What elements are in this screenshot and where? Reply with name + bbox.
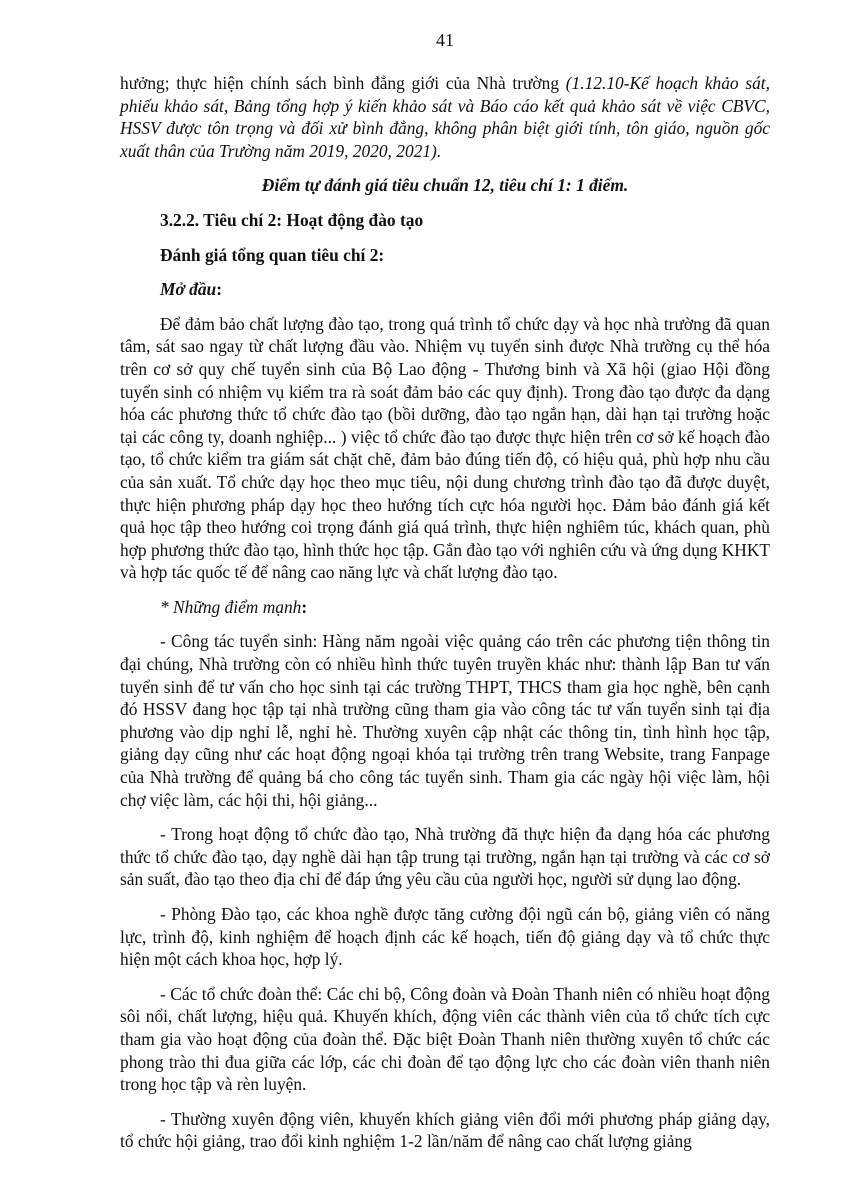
strength-item-organizations: - Các tổ chức đoàn thể: Các chi bộ, Công đoàn và Đoàn Thanh niên có nhiều hoạt động sôi nổi, chất lượng, hiệu quả. Khuyến khích, động viên các thành viên của tổ chức tích cực tham gia vào hoạt động của đoàn thể. Đặc biệt Đoàn Thanh niên thường xuyên tổ chức các phong trào thi đua giữa các lớp, các chi đoàn để tạo động lực cho các đoàn viên thanh niên trong học tập và rèn luyện.	[120, 983, 770, 1095]
strengths-label: * Những điểm mạnh	[160, 596, 302, 617]
continuation-paragraph	[120, 72, 770, 162]
strength-item-training-methods: - Trong hoạt động tổ chức đào tạo, Nhà trường đã thực hiện đa dạng hóa các phương thức tổ chức đào tạo, dạy nghề dài hạn tập trung tại trường, ngắn hạn tại trường và các cơ sở sản suất, đào tạo theo địa chỉ để đáp ứng yêu cầu của người học, người sử dụng lao động.	[120, 824, 770, 890]
strength-item-staffing: - Phòng Đào tạo, các khoa nghề được tăng cường đội ngũ cán bộ, giảng viên có năng lực, trình độ, kinh nghiệm để hoạch định các kế hoạch, tiến độ giảng dạy và tổ chức thực hiện một cách khoa học, hợp lý.	[120, 904, 770, 970]
page-content	[120, 72, 770, 1153]
document-page	[120, 0, 770, 1200]
intro-label: Mở đầu	[160, 279, 217, 300]
continuation-text: hưởng; thực hiện chính sách bình đẳng giới của Nhà trường	[120, 73, 566, 93]
strength-item-recruitment: - Công tác tuyển sinh: Hàng năm ngoài việc quảng cáo trên các phương tiện thông tin đại chúng, Nhà trường còn có nhiều hình thức tuyên truyền khác như: thành lập Ban tư vấn tuyển sinh để tư vấn cho học sinh tại các trường THPT, THCS tham gia học nghề, bên cạnh đó HSSV đang học tập tại nhà trường cũng tham gia vào công tác tư vấn tuyển sinh tại địa phương vào dịp nghỉ lễ, nghỉ hè. Thường xuyên cập nhật các thông tin, tình hình học tập, giảng dạy cũng như các hoạt động ngoại khóa tại trường trên trang Website, trang Fanpage của Nhà trường để quảng bá cho công tác tuyển sinh. Tham gia các ngày hội việc làm, hội chợ việc làm, các hội thi, hội giảng...	[120, 631, 770, 810]
intro-colon: :	[216, 279, 223, 300]
evidence-reference: (1.12.10-Kế hoạch khảo sát, phiếu khảo sát, Bảng tổng hợp ý kiến khảo sát và Báo cáo kết quả khảo sát về việc CBVC, HSSV được tôn trọng và đối xử bình đẳng, không phân biệt giới tính, tôn giáo, nguồn gốc xuất thân của Trường năm 2019, 2020, 2021).	[120, 73, 770, 161]
overview-heading: Đánh giá tổng quan tiêu chí 2:	[160, 244, 385, 265]
strength-item-teaching-innovation: - Thường xuyên động viên, khuyến khích giảng viên đổi mới phương pháp giảng dạy, tổ chức hội giảng, trao đổi kinh nghiệm 1-2 lần/năm để nâng cao chất lượng giảng	[120, 1108, 770, 1152]
page-number: 41	[436, 30, 454, 50]
score-line: Điểm tự đánh giá tiêu chuẩn 12, tiêu chí 1: 1 điểm.	[261, 175, 629, 196]
strengths-colon: :	[301, 596, 308, 617]
intro-heading	[120, 278, 770, 301]
strengths-heading	[120, 596, 770, 619]
section-heading: 3.2.2. Tiêu chí 2: Hoạt động đào tạo	[160, 209, 424, 230]
intro-paragraph: Để đảm bảo chất lượng đào tạo, trong quá trình tổ chức dạy và học nhà trường đã quan tâm, sát sao ngay từ chất lượng đầu vào. Nhiệm vụ tuyển sinh được Nhà trường cụ thể hóa trên cơ sở quy chế tuyển sinh của Bộ Lao động - Thương binh và Xã hội (giao Hội đồng tuyển sinh có nhiệm vụ kiểm tra rà soát đảm bảo các quy định). Trong đào tạo được đa dạng hóa các phương thức tổ chức đào tạo (bồi dưỡng, đào tạo ngắn hạn, dài hạn tại trường hoặc tại các công ty, doanh nghiệp... ) việc tổ chức đào tạo được thực hiện trên cơ sở kế hoạch đào tạo, tổ chức kiểm tra giám sát chặt chẽ, đảm bảo đúng tiến độ, có hiệu quả, phù hợp nhu cầu của sản xuất. Tổ chức dạy học theo mục tiêu, nội dung chương trình đào tạo đã được duyệt, thực hiện phương pháp dạy học theo hướng tích cực hóa người học. Đảm bảo đánh giá kết quả học tập theo hướng coi trọng đánh giá quá trình, thực hiện nghiêm túc, khách quan, phù hợp phương thức đào tạo, hình thức học tập. Gắn đào tạo với nghiên cứu và ứng dụng KHKT và hợp tác quốc tế để nâng cao năng lực và chất lượng đào tạo.	[120, 313, 770, 583]
